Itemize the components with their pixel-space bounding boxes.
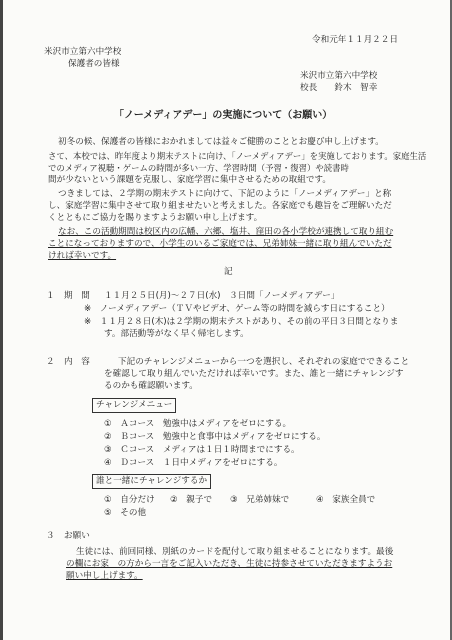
section-1-note: ※ ノーメディアデー（ＴＶやビデオ、ゲーム等の時間を減らす日にすること） [84,304,390,314]
intro-line: さて、本校では、昨年度より期末テストに向け、「ノーメディアデー」を実施しております。家庭生活でのメディア視聴・ゲームの時間が多い一方、学習時間（予習・復習）や読書時 [48,151,427,173]
intro-line: 初冬の候、保護者の皆様におかれましては益々ご健勝のこととお慶び申し上げます。 [58,137,384,147]
intro-line: 間が少ないという課題を克服し、家庭学習に集中させるための取組です。 [48,175,331,185]
challenge-menu-item: ① Ａコース 勉強中はメディアをゼロにする。 [104,419,292,429]
who-option: ② 親子で [170,495,213,505]
section-3-number: ３ [46,531,55,541]
section-3-text: 生徒には、前回同様、別紙のカードを配付して取り組ませることになります。最後 [76,547,394,557]
section-2-label: 内 容 [64,357,90,367]
intro-line: なお、この活動期間は校区内の広幡、六郷、塩井、窪田の各小学校が連携して取り組む [58,227,394,237]
who-option: ③ 兄弟姉妹で [230,495,290,505]
section-1-number: １ [46,291,55,301]
recipient-parents: 保護者の皆様 [68,59,120,69]
section-1-note: ※ １１月２８日(木)は２学期の期末テストがあり、その前の平日３日間となりま [84,317,399,327]
sender-principal: 校長 鈴木 智幸 [300,83,378,93]
section-1-period: １１月２５日(月)～２７日(水) ３日間「ノーメディアデー」 [104,291,340,301]
intro-line: し、家庭学習に集中させて取り組ませたいと考えました。各家庭でも趣旨をご理解いただ [48,201,392,211]
challenge-menu-item: ② Ｂコース 勉強中と食事中はメディアをゼロにする。 [104,432,326,442]
intro-line: ければ幸いです。 [48,251,117,261]
sender-school: 米沢市立第六中学校 [300,71,378,81]
section-2-text: を確認して取り組んでいただければ幸いです。また、誰と一緒にチャレンジす [104,369,404,379]
who-option: ① 自分だけ [104,495,155,505]
challenge-menu-heading: チャレンジメニュー [92,398,176,413]
challenge-menu-item: ④ Ｄコース １日中メディアをゼロにする。 [104,458,283,468]
recipient-school: 米沢市立第六中学校 [44,47,122,57]
section-2-text: るのかも確認願います。 [104,381,198,391]
intro-line: くとともにご協力を賜りますようお願い申し上げます。 [48,213,263,223]
intro-line: つきましては、２学期の期末テストに向けて、下記のように「ノーメディアデー」と称 [58,189,392,199]
section-1-note: す。部活動等がなく早く帰宅します。 [104,329,249,339]
who-option: ⑤ その他 [104,508,147,518]
challenge-menu-item: ③ Ｃコース メディアは１日１時間までにする。 [104,445,300,455]
section-2-number: ２ [46,357,55,367]
section-3-text: の欄にお家 の方から一言をご記入いただき、生徒に持参させていただきますようお [66,559,393,569]
who-option: ④ 家族全員で [316,495,376,505]
section-3-text: 願い申し上げます。 [66,571,143,581]
section-3-label: お願い [64,531,90,541]
page-title: 「ノーメディアデー」の実施について（お願い） [114,110,333,121]
section-1-label: 期 間 [64,291,90,301]
intro-line: ことになっておりますので、小学生のいるご家庭では、兄弟姉妹一緒に取り組んでいただ [48,239,392,249]
section-2-text: 下記のチャレンジメニューから一つを選択し、それぞれの家庭でできること [118,357,410,367]
document-date: 令和元年１１月２２日 [312,35,398,45]
scan-edge-left [0,0,3,640]
ki-marker: 記 [224,267,233,277]
who-heading: 誰と一緒にチャレンジするか [92,474,211,489]
